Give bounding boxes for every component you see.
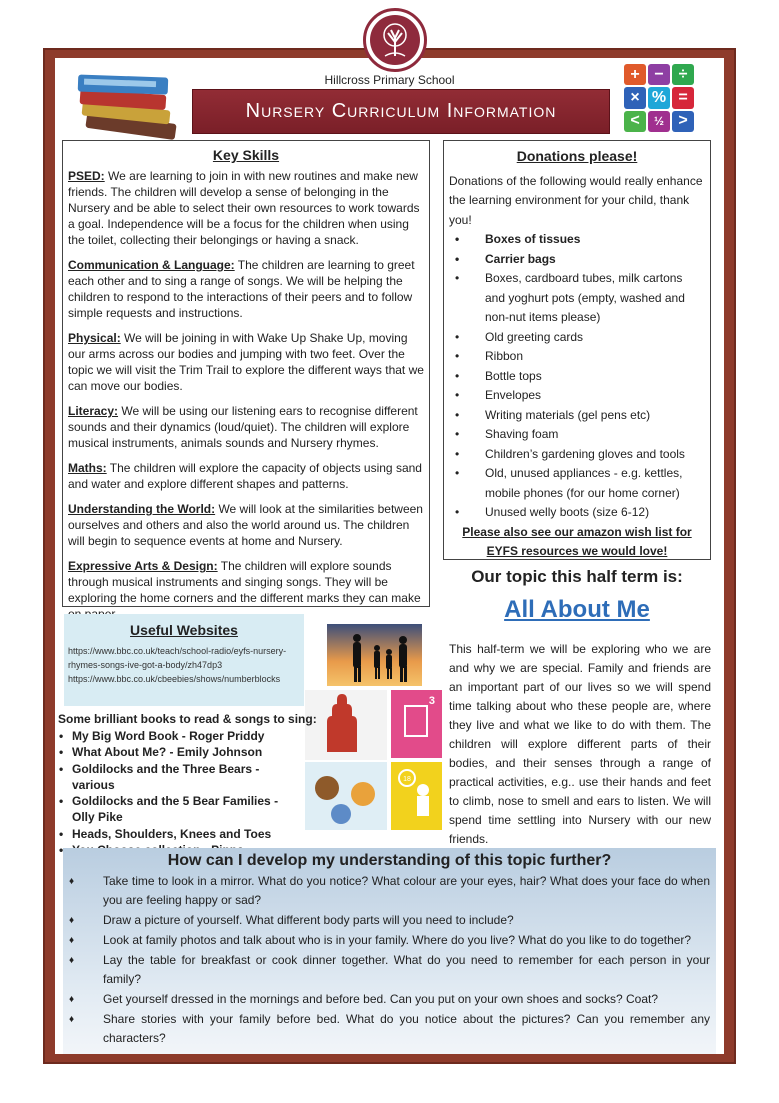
list-item: • Carrier bags — [449, 250, 705, 270]
list-item: ♦ Look at family photos and talk about who is in your family. Where do you live? What do you like to do together? — [63, 931, 716, 950]
donations-list — [449, 230, 705, 523]
book-stack-icon — [72, 66, 184, 140]
develop-list — [63, 872, 716, 1048]
donations-intro: Donations of the following would really enhance the learning environment for your child, thank you! — [449, 173, 703, 227]
list-item: • What About Me? - Emily Johnson — [58, 744, 298, 760]
percent-icon: % — [648, 87, 670, 108]
british-values-collage-icon — [305, 690, 442, 830]
skill-text: The children will explore the capacity of objects using sand and water and explore different shapes and patterns. — [68, 461, 422, 491]
values-number-18: 18 — [403, 776, 411, 783]
skill-heading: Communication & Language: — [68, 258, 235, 272]
skill-heading: Understanding the World: — [68, 502, 216, 516]
multiply-icon: × — [624, 87, 646, 108]
list-item: • Bottle tops — [449, 367, 705, 387]
develop-title: How can I develop my understanding of this topic further? — [167, 852, 612, 869]
list-item: • Shaving foam — [449, 425, 705, 445]
key-skills-box — [62, 140, 430, 607]
half-icon: ½ — [648, 111, 670, 132]
skill-communication — [68, 257, 424, 321]
list-item: ♦ Take time to look in a mirror. What do you notice? What colour are your eyes, hair? What does your face do when you are feeling happy or sad? — [63, 872, 716, 910]
skill-text: We will look at the similarities between ourselves and others and also the world around us. The children will begin to sequence events at home and Nursery. — [68, 502, 423, 548]
donations-box — [443, 140, 711, 560]
skill-text: The children will explore sounds through musical instruments and singing songs. They will be exploring the home corners and the different marks they can make — [68, 559, 421, 605]
websites-title: Useful Websites — [130, 622, 238, 638]
list-item: • Old greeting cards — [449, 328, 705, 348]
list-item: • Goldilocks and the Three Bears - various — [58, 761, 298, 794]
skill-maths — [68, 460, 424, 492]
page-title: Nursery Curriculum Information — [192, 89, 610, 134]
website-link[interactable]: https://www.bbc.co.uk/teach/school-radio/eyfs-nursery-rhymes-songs-ive-got-a-body/zh47dp3 — [68, 646, 287, 670]
list-item: ♦ Get yourself dressed in the mornings and before bed. Can you put on your own shoes and socks? Coat? — [63, 990, 716, 1009]
skill-text: The children are learning to greet each other and to sing a range of songs. We will be helping the children to respond to the interactions of their peers and to follow simple requests and instructions. — [68, 258, 415, 320]
skill-physical — [68, 330, 424, 394]
list-item: • Boxes, cardboard tubes, milk cartons and yoghurt pots (empty, washed and non-nut items please) — [449, 269, 705, 328]
skill-literacy — [68, 403, 424, 451]
list-item: • Goldilocks and the 5 Bear Families - Olly Pike — [58, 793, 298, 826]
skill-text: We will be joining in with Wake Up Shake Up, moving our arms across our bodies and jumping with two feet. Over the topic we will visit the Trim Trail to explore the different ways that we can move our bodies. — [68, 331, 424, 393]
minus-icon: − — [648, 64, 670, 85]
list-item: • Envelopes — [449, 386, 705, 406]
less-than-icon: < — [624, 111, 646, 132]
topic-description: This half-term we will be exploring who we are and why we are special. Family and friends are an important part of our lives so we will spend time talking about who these people are, where they live and what we like to do with them. The children will explore different parts of their bodies, and their senses through a range of practical activities, e.g.. use their hands and feet to climb, nose to smell and ears to listen. We will spend time settling into Nursery with our new friends. — [449, 642, 711, 846]
list-item: • Heads, Shoulders, Knees and Toes — [58, 826, 298, 842]
equals-icon: = — [672, 87, 694, 108]
list-item: ♦ Draw a picture of yourself. What different body parts will you need to include? — [63, 911, 716, 930]
topic-intro: Our topic this half term is: — [471, 567, 683, 586]
plus-icon: + — [624, 64, 646, 85]
list-item: • My Big Word Book - Roger Priddy — [58, 728, 298, 744]
tree-icon — [370, 15, 420, 65]
books-title: Some brilliant books to read & songs to sing: — [58, 712, 317, 726]
skill-understanding-world — [68, 501, 424, 549]
skill-heading: Maths: — [68, 461, 107, 475]
list-item: ♦ Lay the table for breakfast or cook dinner together. What do you need to remember for each person in your family? — [63, 951, 716, 989]
skill-heading: Physical: — [68, 331, 121, 345]
skill-heading: Expressive Arts & Design: — [68, 559, 218, 573]
list-item: • Old, unused appliances - e.g. kettles, mobile phones (for our home corner) — [449, 464, 705, 503]
skill-psed — [68, 168, 424, 248]
list-item: ♦ Share stories with your family before bed. What do you notice about the pictures? Can you remember any characters? — [63, 1010, 716, 1048]
list-item: • Ribbon — [449, 347, 705, 367]
topic-title: All About Me — [504, 596, 650, 623]
family-silhouette-icon — [327, 624, 422, 686]
donations-title: Donations please! — [516, 148, 638, 164]
list-item: • Boxes of tissues — [449, 230, 705, 250]
donations-footer: Please also see our amazon wish list for EYFS resources we would love! — [462, 524, 692, 558]
list-item: • Writing materials (gel pens etc) — [449, 406, 705, 426]
useful-websites-box — [64, 614, 304, 706]
school-name: Hillcross Primary School — [324, 73, 455, 87]
greater-than-icon: > — [672, 111, 694, 132]
website-link[interactable]: https://www.bbc.co.uk/cbeebies/shows/numberblocks — [68, 674, 281, 684]
skill-text: We are learning to join in with new routines and make new friends. The children will develop a sense of belonging in the Nursery and be able to select their own resources to work towards a goal. Independence will be a focus for the children when using the toilet, collecting their belongings or having a snack. — [68, 169, 420, 247]
develop-understanding-box — [63, 848, 716, 1054]
math-symbols-icon — [624, 64, 694, 132]
list-item: • Children’s gardening gloves and tools — [449, 445, 705, 465]
values-number-3: 3 — [428, 695, 435, 707]
school-logo — [363, 8, 427, 72]
skill-heading: PSED: — [68, 169, 105, 183]
key-skills-title: Key Skills — [212, 147, 280, 163]
skill-text: We will be using our listening ears to recognise different sounds and their dynamics (loud/quiet). The children will explore musical instruments, animals sounds and Nursery rhymes. — [68, 404, 418, 450]
list-item: • Unused welly boots (size 6-12) — [449, 503, 705, 523]
divide-icon: ÷ — [672, 64, 694, 85]
skill-heading: Literacy: — [68, 404, 119, 418]
skill-expressive-arts — [68, 558, 424, 622]
